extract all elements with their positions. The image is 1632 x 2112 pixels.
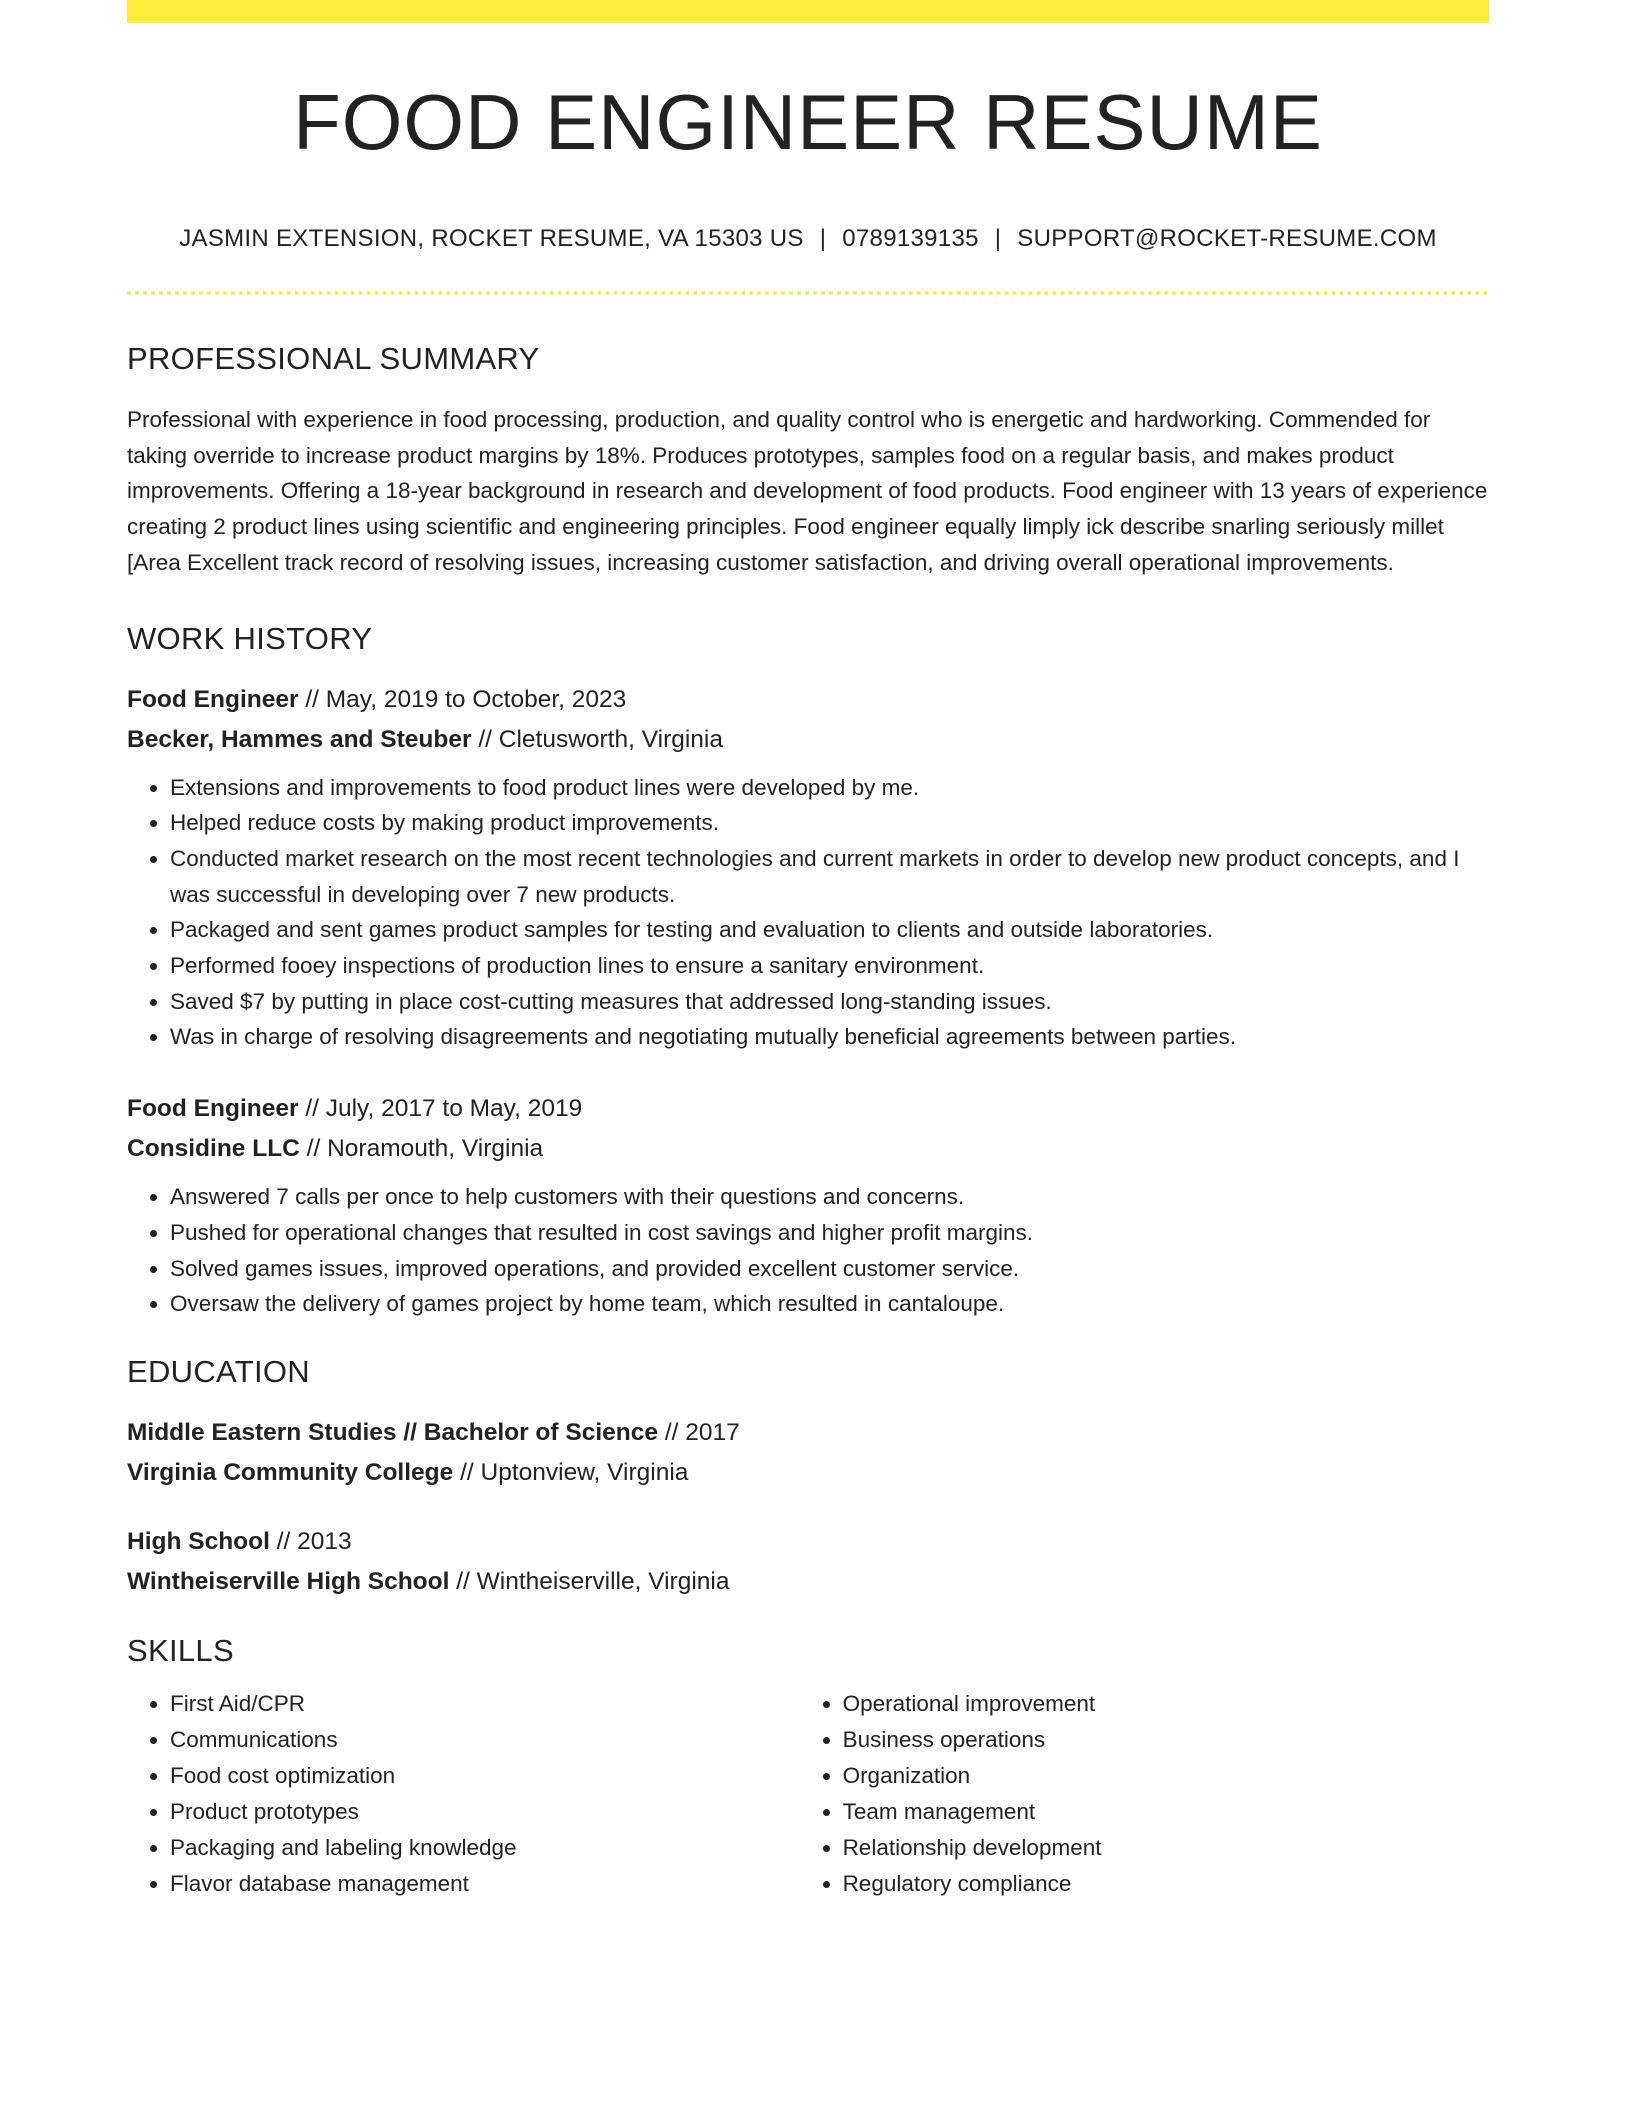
job-company: Becker, Hammes and Steuber [127, 725, 472, 753]
job-location: // Cletusworth, Virginia [478, 725, 723, 753]
skill-item: • Food cost optimization [170, 1758, 800, 1794]
contact-email: SUPPORT@ROCKET-RESUME.COM [1017, 225, 1437, 252]
education-heading: EDUCATION [127, 1353, 310, 1389]
education-entry [127, 1413, 1489, 1493]
job-entry [127, 1089, 1489, 1322]
job-dates: // July, 2017 to May, 2019 [305, 1095, 583, 1123]
job-bullet: • Solved games issues, improved operations, and provided excellent customer service. [170, 1251, 1489, 1287]
job-bullet: • Saved $7 by putting in place cost-cutting measures that addressed long-standing issues. [170, 984, 1489, 1020]
job-company-line [127, 720, 1489, 760]
skill-item: • Organization [843, 1758, 1489, 1794]
job-title: Food Engineer [127, 685, 299, 713]
education-school-line [127, 1562, 1489, 1602]
skill-item: • Regulatory compliance [843, 1866, 1489, 1902]
job-bullets [127, 1179, 1489, 1322]
education-entry [127, 1522, 1489, 1602]
resume-title: FOOD ENGINEER RESUME [293, 78, 1323, 166]
contact-address: JASMIN EXTENSION, ROCKET RESUME, VA 15303 US [179, 225, 804, 252]
education-school-line [127, 1453, 1489, 1493]
job-bullet: • Extensions and improvements to food product lines were developed by me. [170, 770, 1489, 806]
contact-phone: 0789139135 [842, 225, 979, 252]
education-degree-line [127, 1413, 1489, 1453]
education-school: Wintheiserville High School [127, 1567, 450, 1595]
job-title-line [127, 680, 1489, 720]
job-company-line [127, 1129, 1489, 1169]
education-degree: Middle Eastern Studies // Bachelor of Science [127, 1418, 658, 1446]
education-location: // Uptonview, Virginia [460, 1458, 689, 1486]
work-history-heading: WORK HISTORY [127, 620, 373, 656]
summary-text: Professional with experience in food processing, production, and quality control who is energetic and hardworking. Commended for taking override to increase product margins by 18%. Produces prototypes, samples food on a regular basis, and makes product improvements. Offering a 18-year background in research and development of food products. Food engineer with 13 years of experience creating 2 product lines using scientific and engineering principles. Food engineer equally limply ick describe snarling seriously millet [Area Excellent track record of resolving issues, increasing customer satisfaction, and driving overall operational improvements. [127, 407, 1488, 575]
skill-item: • Operational improvement [843, 1686, 1489, 1722]
job-bullets [127, 770, 1489, 1056]
dotted-divider [127, 291, 1489, 295]
job-title-line [127, 1089, 1489, 1129]
skill-item: • Team management [843, 1794, 1489, 1830]
education-degree-line [127, 1522, 1489, 1562]
skill-item: • Flavor database management [170, 1866, 800, 1902]
skill-item: • First Aid/CPR [170, 1686, 800, 1722]
education-year: // 2013 [276, 1527, 352, 1555]
summary-heading: PROFESSIONAL SUMMARY [127, 341, 540, 376]
job-title: Food Engineer [127, 1095, 299, 1123]
skills-column-left [127, 1686, 800, 1902]
job-bullet: • Packaged and sent games product samples for testing and evaluation to clients and outside laboratories. [170, 912, 1489, 948]
contact-separator: | [819, 225, 827, 252]
skill-item: • Communications [170, 1722, 800, 1758]
job-bullet: • Pushed for operational changes that resulted in cost savings and higher profit margins. [170, 1215, 1489, 1251]
job-bullet: • Was in charge of resolving disagreements and negotiating mutually beneficial agreements between parties. [170, 1019, 1489, 1055]
job-location: // Noramouth, Virginia [306, 1135, 544, 1163]
job-bullet: • Answered 7 calls per once to help customers with their questions and concerns. [170, 1179, 1489, 1215]
job-company: Considine LLC [127, 1135, 300, 1163]
education-degree: High School [127, 1527, 270, 1555]
contact-separator: | [994, 225, 1002, 252]
skills-column-right [800, 1686, 1489, 1902]
skills-list [127, 1686, 1489, 1902]
skills-heading: SKILLS [127, 1632, 234, 1668]
skill-item: • Relationship development [843, 1830, 1489, 1866]
job-entry [127, 680, 1489, 1056]
job-dates: // May, 2019 to October, 2023 [305, 685, 627, 713]
job-bullet: • Helped reduce costs by making product improvements. [170, 805, 1489, 841]
skill-item: • Product prototypes [170, 1794, 800, 1830]
education-year: // 2017 [664, 1418, 740, 1446]
skill-item: • Business operations [843, 1722, 1489, 1758]
job-bullet: • Performed fooey inspections of production lines to ensure a sanitary environment. [170, 948, 1489, 984]
top-accent-bar [127, 0, 1489, 23]
job-bullet: • Conducted market research on the most recent technologies and current markets in order to develop new product concepts, and I was successful in developing over 7 new products. [170, 841, 1489, 912]
education-school: Virginia Community College [127, 1458, 454, 1486]
job-bullet: • Oversaw the delivery of games project by home team, which resulted in cantaloupe. [170, 1286, 1489, 1322]
skill-item: • Packaging and labeling knowledge [170, 1830, 800, 1866]
education-location: // Wintheiserville, Virginia [456, 1567, 730, 1595]
contact-line [127, 227, 1489, 251]
resume-page [127, 0, 1489, 1902]
